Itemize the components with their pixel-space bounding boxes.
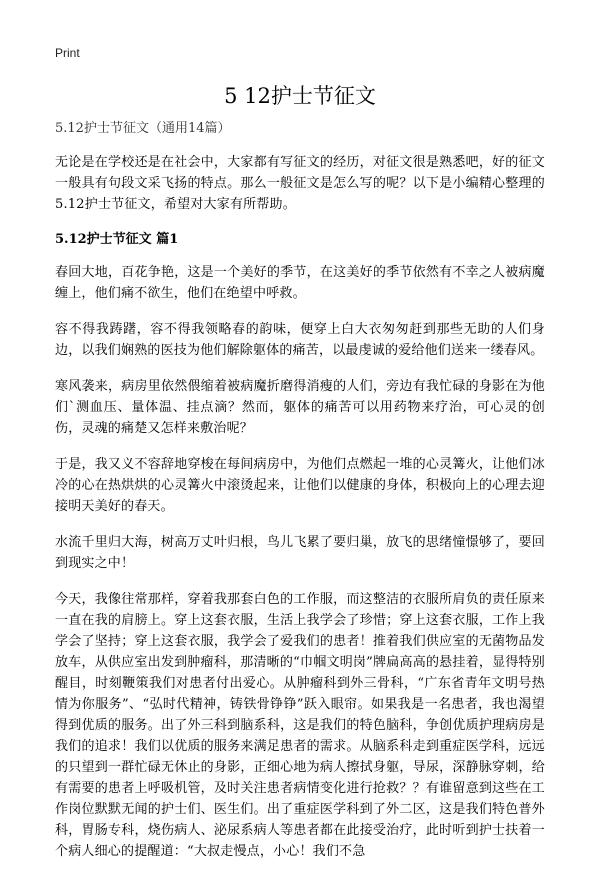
intro-paragraph: 无论是在学校还是在社会中，大家都有写征文的经历，对征文很是熟悉吧，好的征文一般具有句段文采飞扬的特点。那么一般征文是怎么写的呢？以下是小编精心整理的5.12护士节征文，希望对大家有所帮助。 [55,155,545,212]
paragraph: 于是，我又义不容辞地穿梭在每间病房中，为他们点燃起一堆的心灵篝火，让他们冰冷的心在热烘烘的心灵篝火中滚烫起来，让他们以健康的身体，积极向上的心理去迎接明天美好的春天。 [55,457,545,514]
paragraph: 水流千里归大海，树高万丈叶归根，鸟儿飞累了要归巢，放飞的思绪憧憬够了，要回到现实之中！ [55,535,545,571]
paragraph: 春回大地，百花争艳，这是一个美好的季节，在这美好的季节依然有不幸之人被病魔缠上，他们痛不欲生，他们在绝望中呼救。 [55,265,545,301]
paragraph: 今天，我像往常那样，穿着我那套白色的工作服，而这整洁的衣服所肩负的责任原来一直在我的肩膀上。穿上这套衣服，生活上我学会了珍惜；穿上这套衣服，工作上我学会了坚持；穿上这套衣服，我学会了爱我们的患者！推着我们供应室的无菌物品发放车，从供应室出发到肿瘤科，那清晰的“巾帼文明岗”牌扁高高的悬挂着，显得特别醒目，时刻鞭策我们对患者付出爱心。从肿瘤科到外三骨科，“广东省青年文明号热情为你服务”、“弘时代精神，铸铁骨铮铮”跃入眼帘。如果我是一名患者，我也渴望得到优质的服务。出了外三科到脑系科，这是我们的特色脑科，争创优质护理病房是我们的追求！我们以优质的服务来满足患者的需求。从脑系科走到重症医学科，远远的只望到一群忙碌无休止的身影，正细心地为病人擦拭身躯，导尿，深静脉穿刺，给有需要的患者上呼吸机管，及时关注患者病情变化进行抢救？？有谁留意到这些在工作岗位默默无闻的护士们、医生们。出了重症医学科到了外二区，这是我们特色普外科，胃肠专科，烧伤病人、泌尿系病人等患者都在此接受治疗，此时听到护士扶着一个病人细心的提醒道：“大叔走慢点，小心！我们不急 [55,592,545,859]
paragraph: 容不得我踌躇，容不得我领略春的韵味，便穿上白大衣匆匆赶到那些无助的人们身边，以我们娴熟的医技为他们解除躯体的痛苦，以最虔诚的爱给他们送来一缕春风。 [55,322,545,358]
article-subtitle: 5.12护士节征文（通用14篇） [55,121,231,136]
paragraph: 寒风袭来，病房里依然偎缩着被病魔折磨得消瘦的人们，旁边有我忙碌的身影在为他们`测血压、量体温、挂点滴？然而，躯体的痛苦可以用药物来疗治，可心灵的创伤，灵魂的痛楚又怎样来敷治呢？ [55,379,545,436]
page-title: 5 12护士节征文 [224,84,376,108]
section-heading: 5.12护士节征文 篇1 [55,232,179,247]
article-body [55,120,545,877]
print-link[interactable]: Print [55,46,80,60]
